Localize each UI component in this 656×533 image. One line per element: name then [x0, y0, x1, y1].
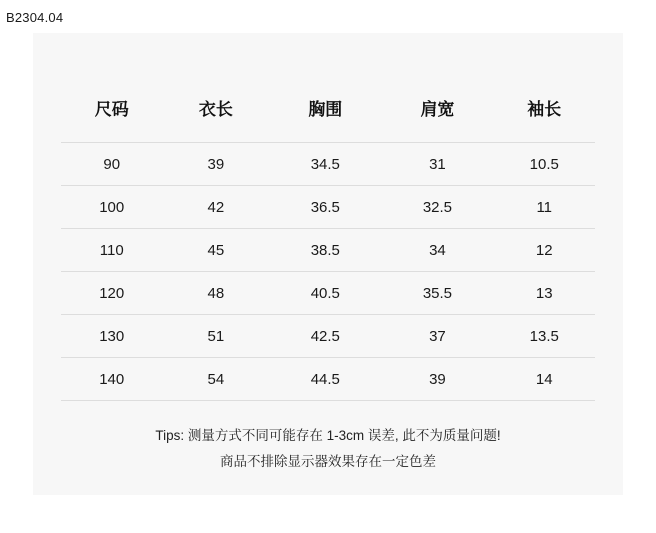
tips-line-measurement: Tips: 测量方式不同可能存在 1-3cm 误差, 此不为质量问题!: [155, 428, 501, 443]
cell-shoulder: 32.5: [381, 186, 493, 229]
column-header-size: 尺码: [94, 100, 129, 119]
cell-sleeve: 13: [494, 272, 596, 315]
cell-size: 90: [61, 143, 162, 186]
cell-size: 130: [61, 315, 162, 358]
cell-bust: 42.5: [269, 315, 381, 358]
product-code: B2304.04: [6, 10, 64, 25]
cell-size: 110: [61, 229, 162, 272]
cell-shoulder: 31: [381, 143, 493, 186]
cell-bust: 36.5: [269, 186, 381, 229]
size-chart-table-wrapper: [61, 75, 595, 401]
size-chart-table: [61, 75, 595, 401]
cell-sleeve: 10.5: [494, 143, 596, 186]
cell-length: 48: [162, 272, 269, 315]
table-row: [61, 143, 595, 186]
cell-length: 39: [162, 143, 269, 186]
column-header-bust: 胸围: [308, 100, 343, 119]
cell-length: 42: [162, 186, 269, 229]
cell-shoulder: 39: [381, 358, 493, 401]
table-row: [61, 358, 595, 401]
cell-length: 51: [162, 315, 269, 358]
cell-bust: 40.5: [269, 272, 381, 315]
table-header-row: [61, 75, 595, 143]
cell-size: 120: [61, 272, 162, 315]
table-row: [61, 229, 595, 272]
cell-shoulder: 34: [381, 229, 493, 272]
cell-length: 54: [162, 358, 269, 401]
cell-sleeve: 14: [494, 358, 596, 401]
cell-sleeve: 12: [494, 229, 596, 272]
cell-size: 100: [61, 186, 162, 229]
cell-length: 45: [162, 229, 269, 272]
column-header-shoulder: 肩宽: [420, 100, 455, 119]
cell-sleeve: 13.5: [494, 315, 596, 358]
table-row: [61, 186, 595, 229]
cell-shoulder: 35.5: [381, 272, 493, 315]
tips-block: [33, 423, 623, 475]
table-row: [61, 272, 595, 315]
column-header-sleeve: 袖长: [527, 100, 562, 119]
cell-shoulder: 37: [381, 315, 493, 358]
cell-size: 140: [61, 358, 162, 401]
table-row: [61, 315, 595, 358]
cell-bust: 44.5: [269, 358, 381, 401]
cell-sleeve: 11: [494, 186, 596, 229]
tips-line-color: 商品不排除显示器效果存在一定色差: [220, 454, 436, 469]
column-header-length: 衣长: [198, 100, 233, 119]
cell-bust: 38.5: [269, 229, 381, 272]
cell-bust: 34.5: [269, 143, 381, 186]
size-chart-card: [33, 33, 623, 495]
